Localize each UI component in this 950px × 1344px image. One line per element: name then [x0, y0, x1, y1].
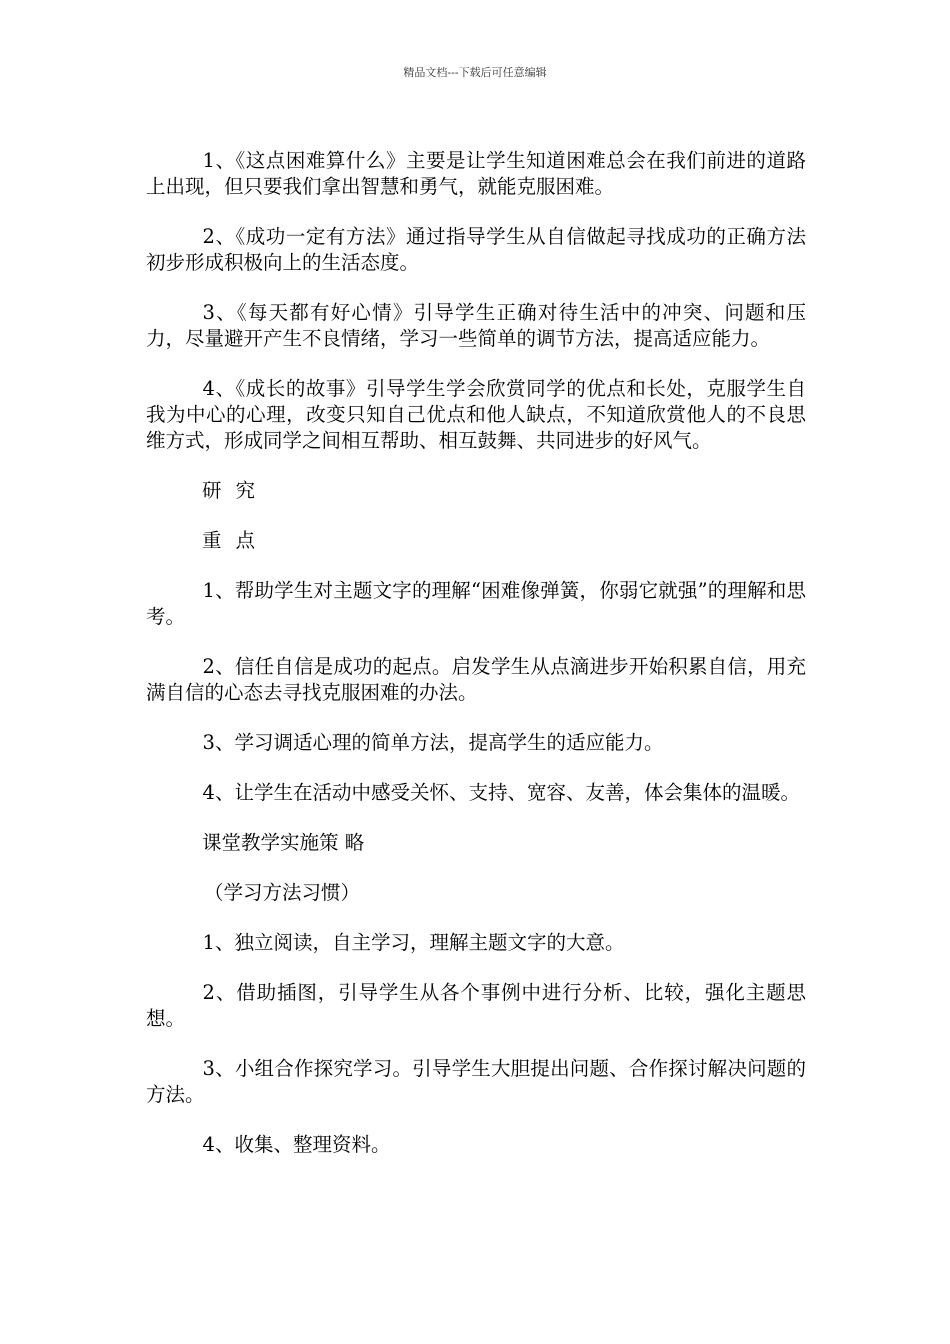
key-point-4: 4、让学生在活动中感受关怀、支持、宽容、友善，体会集体的温暖。: [202, 781, 800, 804]
method-2: 2、借助插图，引导学生从各个事例中进行分析、比较，强化主题思想。: [146, 981, 806, 1030]
key-point-3: 3、学习调适心理的简单方法，提高学生的适应能力。: [202, 731, 664, 754]
heading-key-points: 重 点: [202, 529, 259, 552]
heading-methods: （学习方法习惯）: [204, 881, 361, 904]
document-body: [146, 148, 806, 1182]
heading-strategy: 课堂教学实施策 略: [202, 831, 365, 854]
paragraph-1: 1、《这点困难算什么》主要是让学生知道困难总会在我们前进的道路上出现，但只要我们拿出智慧和勇气，就能克服困难。: [146, 149, 806, 198]
method-4: 4、收集、整理资料。: [202, 1133, 391, 1156]
page-header: 精品文档---下载后可任意编辑: [403, 66, 547, 79]
key-point-1: 1、帮助学生对主题文字的理解“困难像弹簧，你弱它就强”的理解和思考。: [146, 579, 806, 628]
method-3: 3、小组合作探究学习。引导学生大胆提出问题、合作探讨解决问题的方法。: [146, 1057, 806, 1106]
key-point-2: 2、信任自信是成功的起点。启发学生从点滴进步开始积累自信，用充满自信的心态去寻找克服困难的办法。: [146, 655, 806, 704]
paragraph-3: 3、《每天都有好心情》引导学生正确对待生活中的冲突、问题和压力，尽量避开产生不良情绪，学习一些简单的调节方法，提高适应能力。: [146, 301, 806, 350]
paragraph-4: 4、《成长的故事》引导学生学会欣赏同学的优点和长处，克服学生自我为中心的心理，改变只知自己优点和他人缺点，不知道欣赏他人的不良思维方式，形成同学之间相互帮助、相互鼓舞、共同进步的好风气。: [146, 377, 806, 452]
method-1: 1、独立阅读，自主学习，理解主题文字的大意。: [202, 931, 625, 954]
paragraph-2: 2、《成功一定有方法》通过指导学生从自信做起寻找成功的正确方法初步形成积极向上的生活态度。: [146, 225, 806, 274]
heading-research: 研 究: [202, 479, 259, 502]
